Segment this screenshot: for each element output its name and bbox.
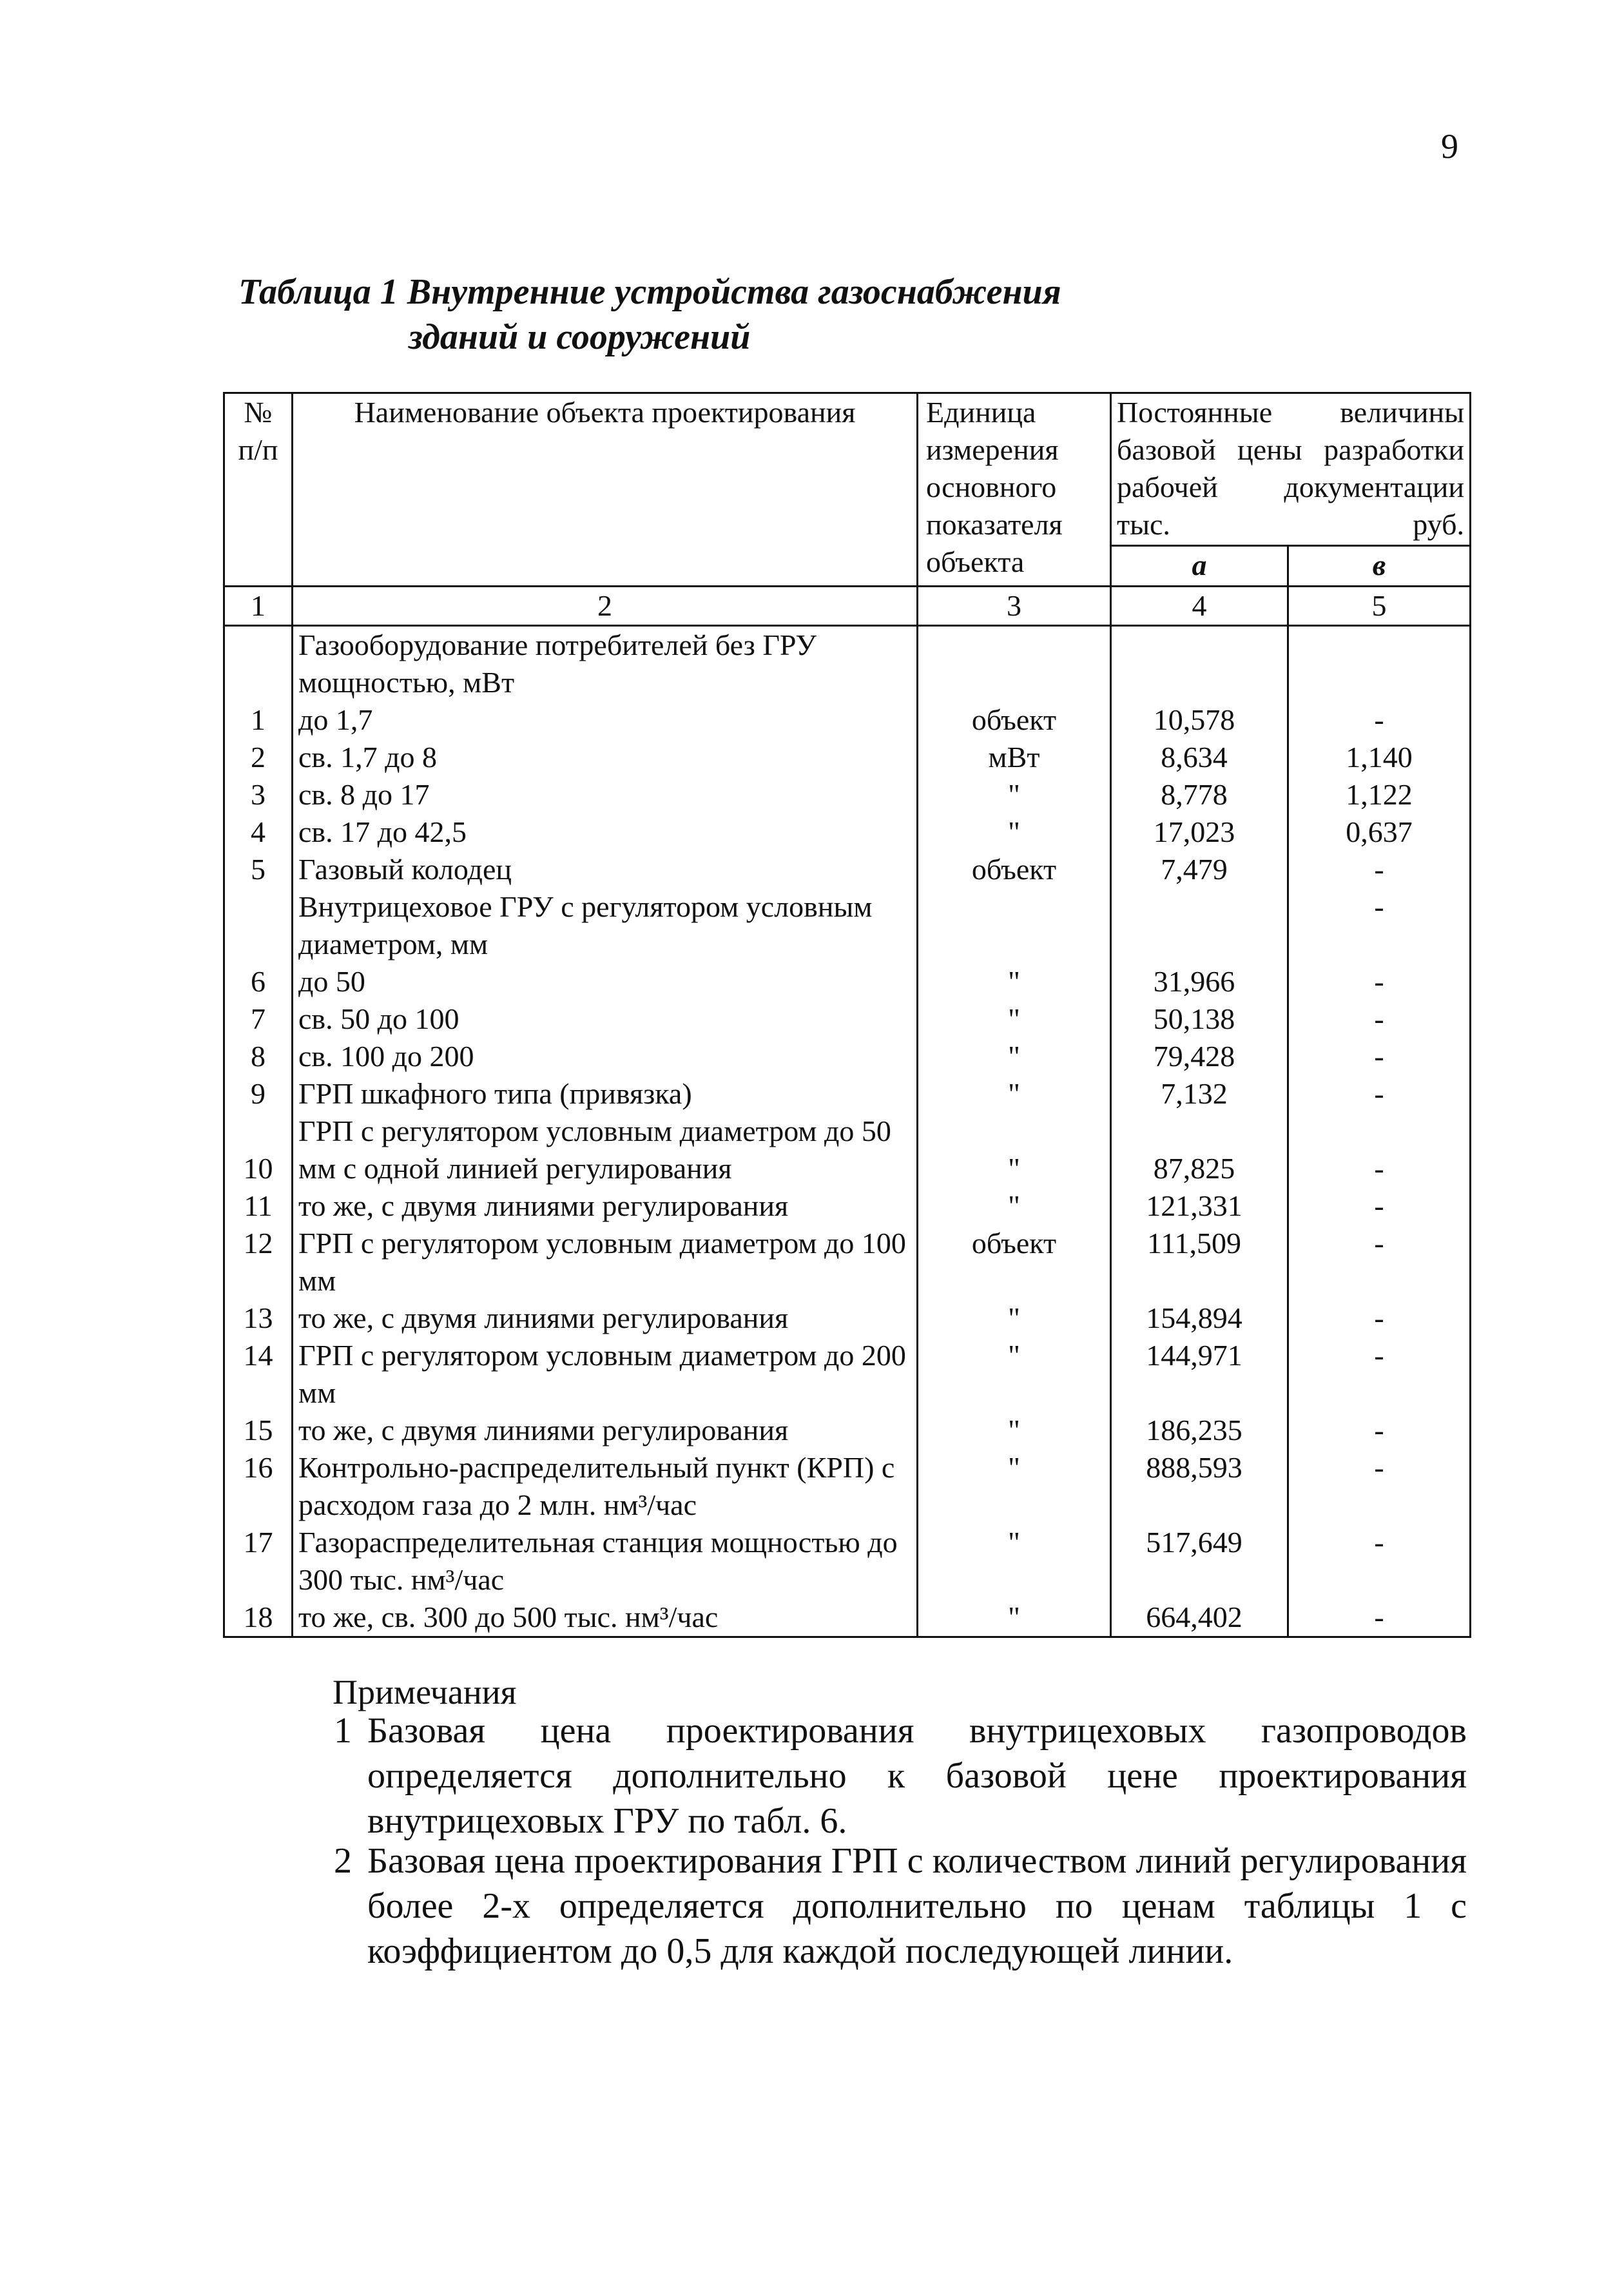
row-unit-cell: ": [918, 1337, 1111, 1412]
table-row: [224, 739, 1471, 776]
table-row: [224, 1449, 1471, 1524]
row-number-cell: 14: [224, 1337, 293, 1412]
row-name-cell: то же, с двумя линиями регулирования: [293, 1187, 918, 1225]
table-row: [224, 1113, 1471, 1187]
row-name-cell: св. 17 до 42,5: [293, 813, 918, 851]
row-name-cell: св. 100 до 200: [293, 1038, 918, 1075]
row-value-b-cell: -: [1288, 1412, 1471, 1449]
row-value-b-cell: -: [1288, 1524, 1471, 1599]
row-unit-cell: [918, 888, 1111, 963]
row-value-a-cell: 111,509: [1111, 1225, 1288, 1300]
row-value-b-cell: -: [1288, 1038, 1471, 1075]
row-value-b-cell: -: [1288, 1187, 1471, 1225]
row-unit-cell: ": [918, 776, 1111, 813]
row-unit-cell: ": [918, 1412, 1111, 1449]
row-name-cell: Внутрицеховое ГРУ с регулятором условным диаметром, мм: [293, 888, 918, 963]
header-b: в: [1288, 546, 1471, 587]
row-value-b-cell: -: [1288, 888, 1471, 963]
row-value-a-cell: 144,971: [1111, 1337, 1288, 1412]
column-number-3: 3: [918, 587, 1111, 626]
row-name-cell: ГРП с регулятором условным диаметром до 200 мм: [293, 1337, 918, 1412]
row-number-cell: [224, 626, 293, 702]
header-number: № п/п: [224, 393, 293, 587]
row-name-cell: св. 1,7 до 8: [293, 739, 918, 776]
row-number-cell: 2: [224, 739, 293, 776]
row-unit-cell: ": [918, 1524, 1111, 1599]
row-unit-cell: объект: [918, 701, 1111, 739]
row-unit-cell: ": [918, 1599, 1111, 1637]
row-unit-cell: ": [918, 1000, 1111, 1038]
table-row: [224, 1599, 1471, 1637]
header-object-name: Наименование объекта проектирования: [293, 393, 918, 587]
row-value-a-cell: 7,132: [1111, 1075, 1288, 1113]
row-unit-cell: ": [918, 1038, 1111, 1075]
row-value-a-cell: 87,825: [1111, 1113, 1288, 1187]
note-1-text: Базовая цена проектирования внутрицеховых газопроводов определяется дополнительно к базовой цене проектирования внутрицеховых ГРУ по табл. 6.: [367, 1711, 1467, 1841]
row-value-a-cell: 888,593: [1111, 1449, 1288, 1524]
row-value-b-cell: 0,637: [1288, 813, 1471, 851]
row-value-b-cell: -: [1288, 1599, 1471, 1637]
row-unit-cell: объект: [918, 851, 1111, 888]
table-row: [224, 1524, 1471, 1599]
row-value-b-cell: -: [1288, 1075, 1471, 1113]
row-unit-cell: ": [918, 813, 1111, 851]
row-value-a-cell: [1111, 888, 1288, 963]
row-name-cell: то же, с двумя линиями регулирования: [293, 1300, 918, 1337]
table-row: [224, 851, 1471, 888]
row-name-cell: ГРП шкафного типа (привязка): [293, 1075, 918, 1113]
row-value-b-cell: -: [1288, 1113, 1471, 1187]
row-number-cell: 16: [224, 1449, 293, 1524]
header-unit: Единица измерения основного показателя объекта: [918, 393, 1111, 587]
row-value-a-cell: 8,778: [1111, 776, 1288, 813]
page-number: 9: [1441, 127, 1458, 166]
row-unit-cell: мВт: [918, 739, 1111, 776]
row-name-cell: то же, св. 300 до 500 тыс. нм³/час: [293, 1599, 918, 1637]
row-name-cell: то же, с двумя линиями регулирования: [293, 1412, 918, 1449]
row-number-cell: 3: [224, 776, 293, 813]
row-number-cell: 7: [224, 1000, 293, 1038]
row-value-a-cell: 8,634: [1111, 739, 1288, 776]
row-number-cell: 15: [224, 1412, 293, 1449]
row-unit-cell: ": [918, 1113, 1111, 1187]
table-body: [224, 626, 1471, 1637]
row-unit-cell: ": [918, 963, 1111, 1000]
row-number-cell: 8: [224, 1038, 293, 1075]
row-value-b-cell: -: [1288, 1225, 1471, 1300]
row-value-b-cell: -: [1288, 1300, 1471, 1337]
row-value-a-cell: 31,966: [1111, 963, 1288, 1000]
row-number-cell: 10: [224, 1113, 293, 1187]
row-value-b-cell: -: [1288, 963, 1471, 1000]
row-value-b-cell: -: [1288, 1000, 1471, 1038]
note-1-number: 1: [334, 1711, 352, 1751]
header-base-price: Постоянные величины базовой цены разработки рабочей документации тыс. руб.: [1111, 393, 1471, 546]
table-title-line-2: зданий и сооружений: [409, 317, 751, 357]
table-row: [224, 1300, 1471, 1337]
row-value-a-cell: 154,894: [1111, 1300, 1288, 1337]
row-number-cell: 11: [224, 1187, 293, 1225]
row-unit-cell: ": [918, 1449, 1111, 1524]
row-number-cell: 17: [224, 1524, 293, 1599]
row-name-cell: до 50: [293, 963, 918, 1000]
row-name-cell: Газооборудование потребителей без ГРУ мощностью, мВт: [293, 626, 918, 702]
table-row: [224, 626, 1471, 702]
row-name-cell: Газовый колодец: [293, 851, 918, 888]
row-unit-cell: объект: [918, 1225, 1111, 1300]
note-2-number: 2: [334, 1841, 352, 1881]
row-name-cell: ГРП с регулятором условным диаметром до 50 мм с одной линией регулирования: [293, 1113, 918, 1187]
table-row: [224, 1000, 1471, 1038]
column-number-1: 1: [224, 587, 293, 626]
header-a: а: [1111, 546, 1288, 587]
note-2: [334, 1838, 1467, 1974]
column-number-2: 2: [293, 587, 918, 626]
row-name-cell: Газораспределительная станция мощностью до 300 тыс. нм³/час: [293, 1524, 918, 1599]
row-value-b-cell: 1,122: [1288, 776, 1471, 813]
table-row: [224, 963, 1471, 1000]
table-row: [224, 1225, 1471, 1300]
row-value-a-cell: 7,479: [1111, 851, 1288, 888]
row-value-b-cell: 1,140: [1288, 739, 1471, 776]
pricing-table: [223, 392, 1471, 1638]
row-value-b-cell: [1288, 626, 1471, 702]
row-value-a-cell: 10,578: [1111, 701, 1288, 739]
table-row: [224, 1187, 1471, 1225]
note-1: [334, 1708, 1467, 1844]
row-number-cell: 9: [224, 1075, 293, 1113]
row-unit-cell: [918, 626, 1111, 702]
row-number-cell: 12: [224, 1225, 293, 1300]
table-row: [224, 701, 1471, 739]
row-value-a-cell: 79,428: [1111, 1038, 1288, 1075]
table-title: [238, 269, 1061, 360]
row-unit-cell: ": [918, 1300, 1111, 1337]
row-value-a-cell: 517,649: [1111, 1524, 1288, 1599]
row-number-cell: 6: [224, 963, 293, 1000]
table-row: [224, 776, 1471, 813]
row-name-cell: ГРП с регулятором условным диаметром до 100 мм: [293, 1225, 918, 1300]
row-value-a-cell: 664,402: [1111, 1599, 1288, 1637]
row-value-b-cell: -: [1288, 851, 1471, 888]
table-row: [224, 813, 1471, 851]
table-row: [224, 1075, 1471, 1113]
row-number-cell: 13: [224, 1300, 293, 1337]
table-title-line-1: Таблица 1 Внутренние устройства газоснабжения: [238, 272, 1061, 312]
table-row: [224, 1337, 1471, 1412]
row-unit-cell: ": [918, 1187, 1111, 1225]
row-number-cell: 18: [224, 1599, 293, 1637]
table-row: [224, 1412, 1471, 1449]
column-number-4: 4: [1111, 587, 1288, 626]
notes-heading: Примечания: [333, 1673, 517, 1711]
row-value-a-cell: 17,023: [1111, 813, 1288, 851]
row-value-a-cell: [1111, 626, 1288, 702]
row-number-cell: 1: [224, 701, 293, 739]
row-value-a-cell: 121,331: [1111, 1187, 1288, 1225]
row-number-cell: [224, 888, 293, 963]
row-number-cell: 4: [224, 813, 293, 851]
row-value-b-cell: -: [1288, 1337, 1471, 1412]
row-name-cell: Контрольно-распределительный пункт (КРП) с расходом газа до 2 млн. нм³/час: [293, 1449, 918, 1524]
row-unit-cell: ": [918, 1075, 1111, 1113]
table-row: [224, 1038, 1471, 1075]
row-value-b-cell: -: [1288, 1449, 1471, 1524]
row-name-cell: св. 50 до 100: [293, 1000, 918, 1038]
row-value-a-cell: 50,138: [1111, 1000, 1288, 1038]
row-name-cell: до 1,7: [293, 701, 918, 739]
row-value-a-cell: 186,235: [1111, 1412, 1288, 1449]
column-number-5: 5: [1288, 587, 1471, 626]
row-value-b-cell: -: [1288, 701, 1471, 739]
row-number-cell: 5: [224, 851, 293, 888]
row-name-cell: св. 8 до 17: [293, 776, 918, 813]
note-2-text: Базовая цена проектирования ГРП с количеством линий регулирования более 2-х определяется дополнительно по ценам таблицы 1 с коэффициентом до 0,5 для каждой последующей линии.: [367, 1841, 1467, 1971]
table-row: [224, 888, 1471, 963]
